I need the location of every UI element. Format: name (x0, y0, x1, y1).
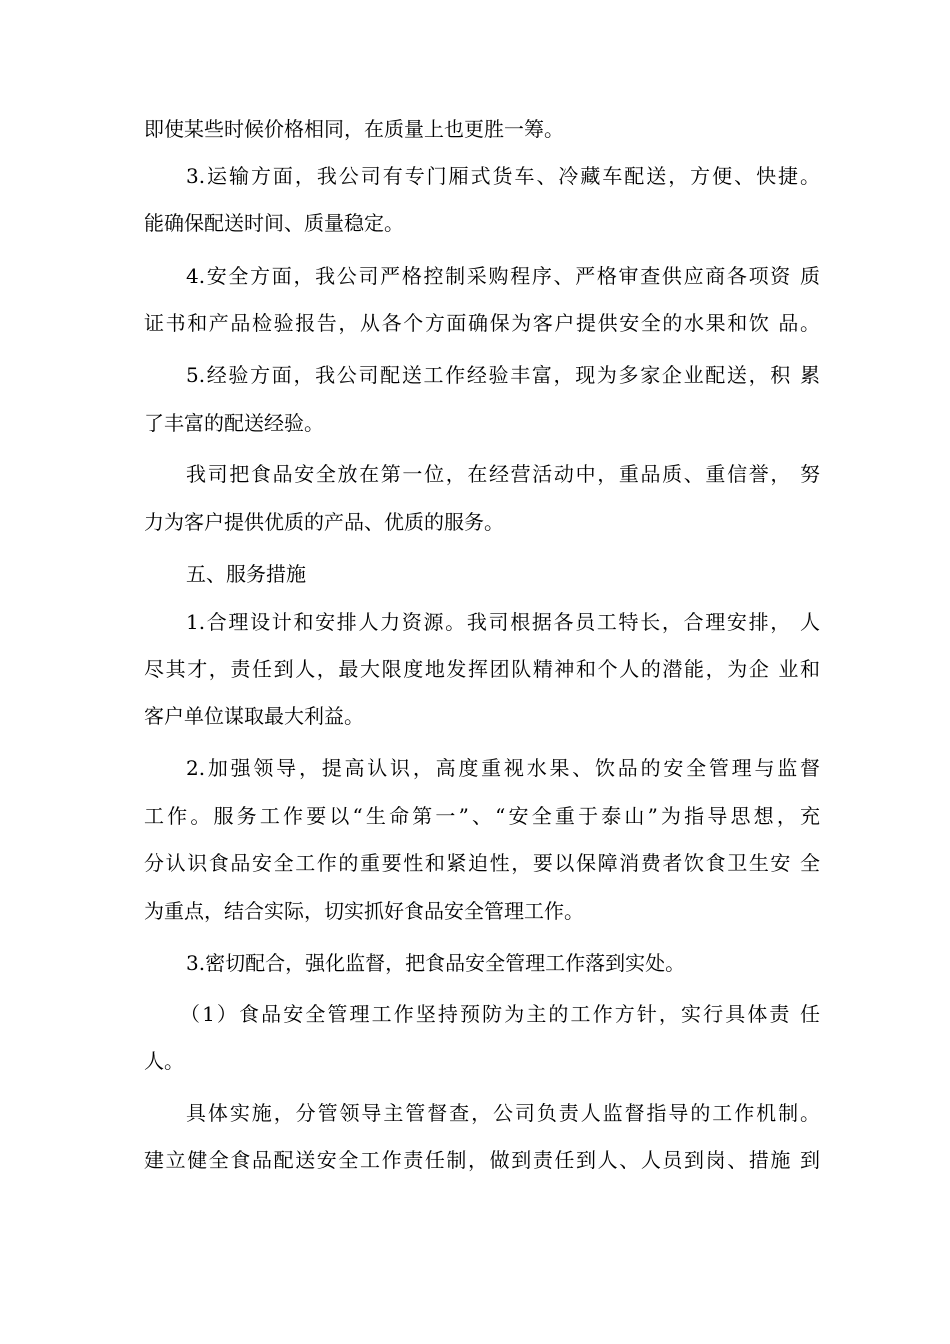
text-line-15: 工作。服务工作要以“生命第一”、“安全重于泰山”为指导思想，充 (144, 804, 820, 828)
text-line-6: 5.经验方面，我公司配送工作经验丰富，现为多家企业配送，积 累 (186, 363, 820, 387)
text-line-8: 我司把食品安全放在第一位，在经营活动中，重品质、重信誉， 努 (186, 462, 820, 486)
text-line-2: 3.运输方面，我公司有专门厢式货车、冷藏车配送，方便、快捷。 (186, 164, 820, 188)
text-line-14: 2.加强领导，提高认识，高度重视水果、饮品的安全管理与监督 (186, 756, 820, 780)
text-line-11: 1.合理设计和安排人力资源。我司根据各员工特长，合理安排， 人 (186, 610, 820, 634)
text-line-18: 3.密切配合，强化监督，把食品安全管理工作落到实处。 (186, 951, 686, 975)
text-line-1: 即使某些时候价格相同，在质量上也更胜一筹。 (144, 117, 564, 141)
text-line-22: 建立健全食品配送安全工作责任制，做到责任到人、人员到岗、措施 到 (144, 1148, 820, 1172)
text-line-9: 力为客户提供优质的产品、优质的服务。 (144, 510, 504, 534)
text-line-12: 尽其才，责任到人，最大限度地发挥团队精神和个人的潜能，为企 业和 (144, 657, 820, 681)
text-line-20: 人。 (144, 1049, 184, 1073)
text-line-4: 4.安全方面，我公司严格控制采购程序、严格审查供应商各项资 质 (186, 264, 820, 288)
text-line-19: （1）食品安全管理工作坚持预防为主的工作方针，实行具体责 任 (180, 1002, 820, 1026)
text-line-17: 为重点，结合实际，切实抓好食品安全管理工作。 (144, 899, 584, 923)
text-line-3: 能确保配送时间、质量稳定。 (144, 211, 404, 235)
text-line-13: 客户单位谋取最大利益。 (144, 704, 364, 728)
section-heading: 五、服务措施 (186, 562, 306, 586)
text-line-5: 证书和产品检验报告，从各个方面确保为客户提供安全的水果和饮 品。 (144, 311, 820, 335)
text-line-7: 了丰富的配送经验。 (144, 411, 324, 435)
text-line-21: 具体实施，分管领导主管督查，公司负责人监督指导的工作机制。 (186, 1101, 820, 1125)
text-line-16: 分认识食品安全工作的重要性和紧迫性，要以保障消费者饮食卫生安 全 (144, 851, 820, 875)
